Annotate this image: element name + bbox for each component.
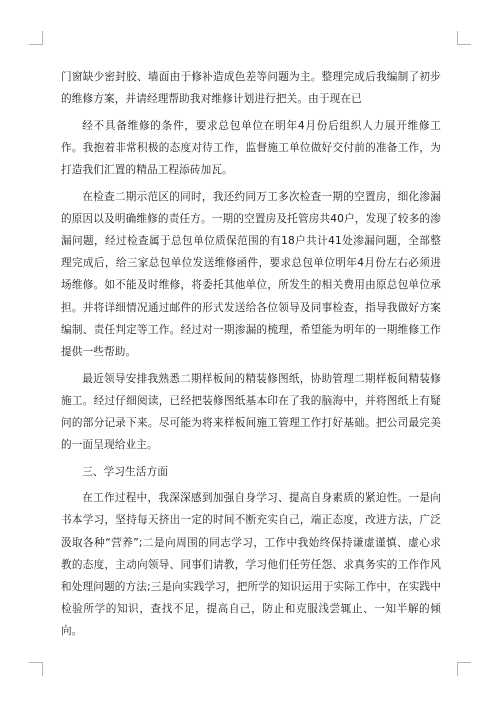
crop-mark-bottom-left-h [29, 662, 43, 663]
paragraph-study: 在工作过程中，我深深感到加强自身学习、提高自身素质的紧迫性。一是向书本学习，坚持每天挤出一定的时间不断充实自己，端正态度，改进方法，广泛汲取各种“营养”;二是向周围的同志学习，工作中我始终保持谦虚谨慎、虚心求教的态度，主动向领导、同事们请教，学习他们任劳任怨、求真务实的工作作风和处理问题的方法;三是向实践学习，把所学的知识运用于实际工作中，在实践中检验所学的知识，查找不足，提高自己，防止和克服浅尝辄止、一知半解的倾向。 [61, 492, 441, 638]
paragraph-maintenance: 经不具备维修的条件，要求总包单位在明年4月份后组织人力展开维修工作。我抱着非常积极的态度对待工作，监督施工单位做好交付前的准备工作，为打造我们汇置的精品工程添砖加瓦。 [61, 119, 441, 177]
document-body [61, 66, 441, 647]
paragraph-leakage-inspection: 在检查二期示范区的同时，我还约同万工多次检查一期的空置房，细化渗漏的原因以及明确维修的责任方。一期的空置房及托管房共40户，发现了较多的渗漏问题，经过检查属于总包单位质保范围的有18户共计41处渗漏问题，全部整理完成后，给三家总包单位发送维修函件，要求总包单位明年4月份左右必须进场维修。如不能及时维修，将委托其他单位，所发生的相关费用由原总包单位承担。并将详细情况通过邮件的形式发送给各位领导及同事检查，指导我做好方案编制、责任判定等工作。经过对一期渗漏的梳理，希望能为明年的一期维修工作提供一些帮助。 [61, 190, 441, 359]
crop-mark-bottom-left-v [42, 662, 43, 676]
crop-mark-top-left-v [42, 31, 43, 45]
crop-mark-bottom-right-v [457, 662, 458, 676]
crop-mark-top-left-h [29, 44, 43, 45]
crop-mark-top-right-v [457, 31, 458, 45]
paragraph-model-room: 最近领导安排我熟悉二期样板间的精装修图纸，协助管理二期样板间精装修施工。经过仔细阅读，已经把装修图纸基本印在了我的脑海中，并将图纸上有疑问的部分记录下来。尽可能为将来样板间施工管理工作打好基础。把公司最完美的一面呈现给业主。 [61, 372, 441, 452]
paragraph-continuation: 门窗缺少密封胶、墙面由于修补造成色差等问题为主。整理完成后我编制了初步的维修方案，并请经理帮助我对维修计划进行把关。由于现在已 [61, 71, 441, 106]
section-heading-study: 三、学习生活方面 [82, 465, 169, 478]
crop-mark-bottom-right-h [457, 662, 471, 663]
crop-mark-top-right-h [457, 44, 471, 45]
